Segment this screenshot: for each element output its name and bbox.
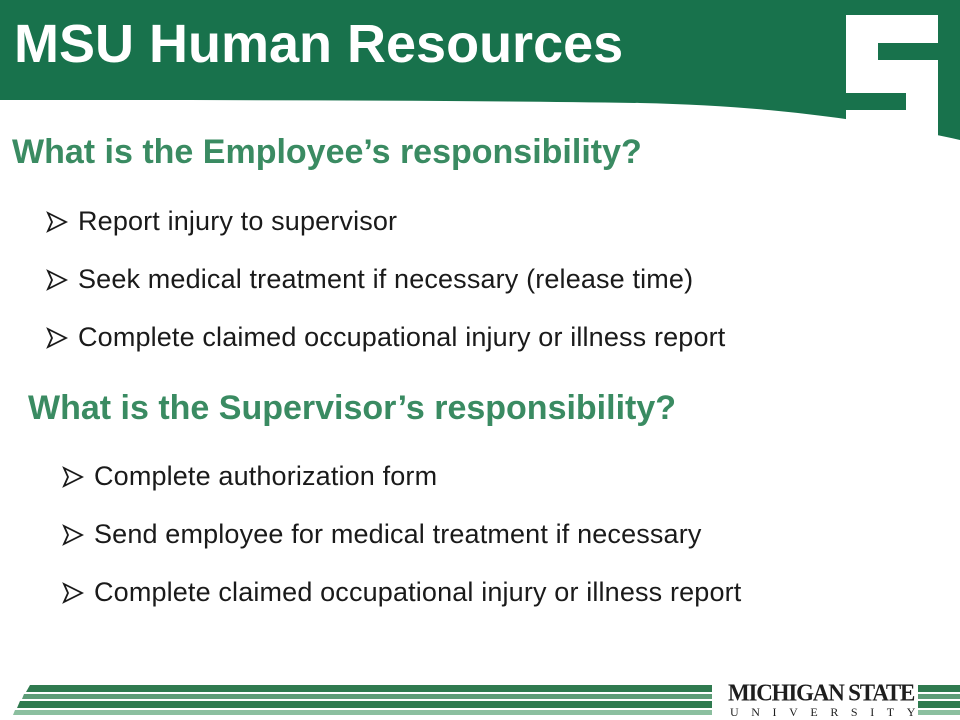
- supervisor-responsibility-heading: What is the Supervisor’s responsibility?: [28, 389, 677, 427]
- logo-line-university: UNIVERSITY: [730, 705, 928, 719]
- arrow-bullet-icon: [46, 211, 68, 233]
- arrow-bullet-icon: [46, 269, 68, 291]
- list-item-text: Complete claimed occupational injury or illness report: [94, 577, 742, 607]
- msu-wordmark-logo: [712, 679, 928, 720]
- arrow-bullet-icon: [62, 466, 84, 488]
- logo-line-michigan-state: MICHIGAN STATE: [728, 679, 915, 706]
- list-item-text: Report injury to supervisor: [78, 206, 398, 236]
- list-item-text: Seek medical treatment if necessary (release time): [78, 264, 694, 294]
- list-item-text: Complete claimed occupational injury or illness report: [78, 322, 726, 352]
- arrow-bullet-icon: [62, 524, 84, 546]
- list-item-text: Complete authorization form: [94, 461, 438, 491]
- arrow-bullet-icon: [46, 327, 68, 349]
- employee-responsibility-heading: What is the Employee’s responsibility?: [12, 133, 642, 171]
- page-title: MSU Human Resources: [14, 14, 624, 74]
- spartan-s-icon: [846, 15, 938, 138]
- list-item-text: Send employee for medical treatment if necessary: [94, 519, 702, 549]
- arrow-bullet-icon: [62, 582, 84, 604]
